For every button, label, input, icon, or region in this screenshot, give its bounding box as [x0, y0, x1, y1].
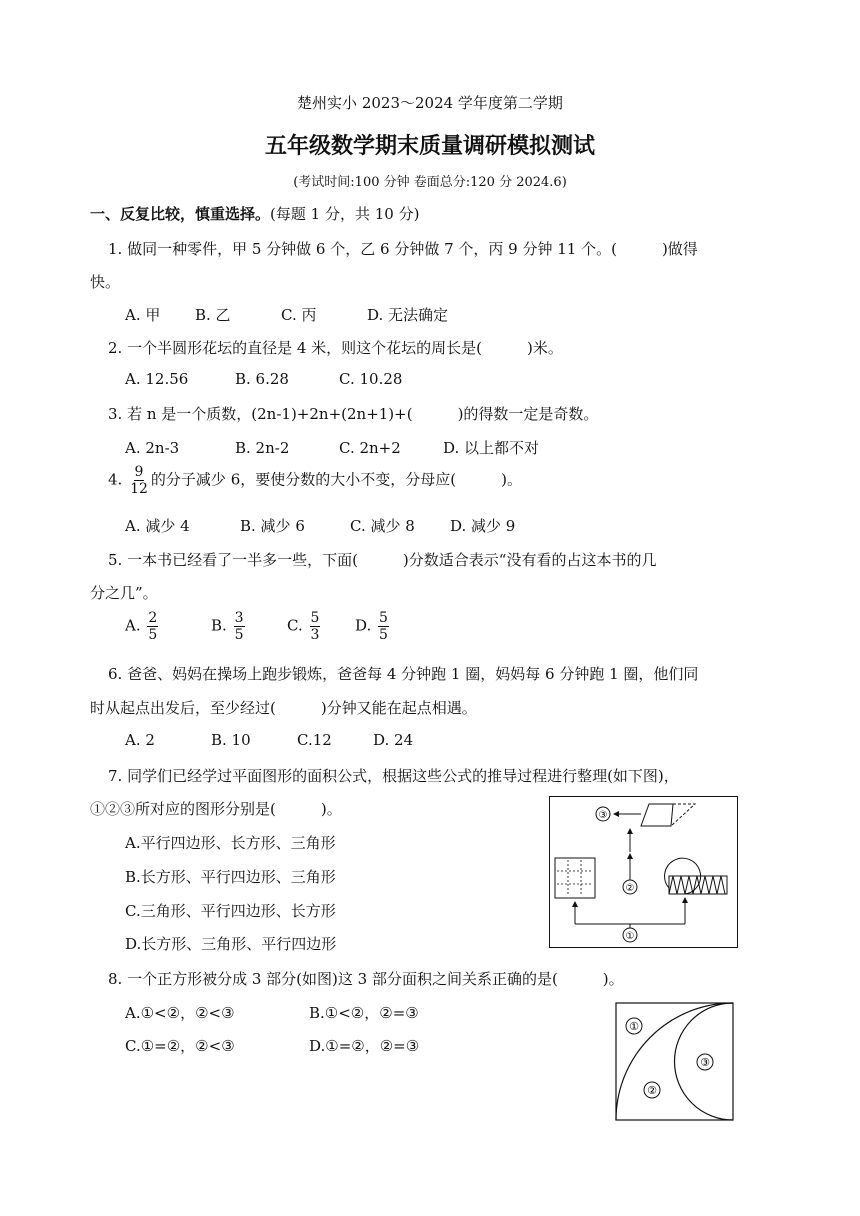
question-1-line-1: 1. 做同一种零件，甲 5 分钟做 6 个，乙 6 分钟做 7 个，丙 9 分钟 11 个。( )做得	[108, 240, 698, 258]
q3-option-d: D. 以上都不对	[443, 439, 540, 457]
q4-option-a: A. 减少 4	[125, 517, 190, 535]
q7-arrowhead-up-2-icon	[627, 853, 633, 859]
question-5-line-2: 分之几”。	[90, 584, 158, 602]
exam-school-term: 楚州实小 2023～2024 学年度第二学期	[297, 94, 563, 112]
question-4-options	[125, 515, 515, 536]
q7-trapezoid	[641, 804, 673, 826]
q5-c-numerator: 5	[310, 610, 320, 626]
q7-option-c: C.三角形、平行四边形、长方形	[125, 902, 336, 920]
q1-option-a: A. 甲	[125, 306, 161, 324]
q5-option-a-fraction	[147, 610, 158, 643]
q6-option-b: B. 10	[211, 731, 251, 749]
question-6-line-1: 6. 爸爸、妈妈在操场上跑步锻炼，爸爸每 4 分钟跑 1 圈，妈妈每 6 分钟跑 1 圈，他们同	[108, 665, 699, 683]
q8-options-row-1	[125, 1002, 419, 1023]
q4-option-c: C. 减少 8	[350, 517, 415, 535]
q3-option-b: B. 2n-2	[235, 439, 290, 457]
q5-option-c-label: C.	[287, 616, 303, 635]
q7-arrowhead-up-icon	[627, 828, 633, 834]
q5-option-b-fraction	[234, 610, 245, 643]
q5-option-c-fraction	[310, 610, 321, 643]
exam-title: 五年级数学期末质量调研模拟测试	[264, 134, 595, 159]
q5-d-numerator: 5	[379, 610, 388, 626]
q8-option-b: B.①<②，②=③	[309, 1004, 419, 1022]
q5-b-numerator: 3	[234, 610, 244, 626]
q3-option-c: C. 2n+2	[339, 439, 401, 457]
q7-label-3: ③	[598, 810, 608, 821]
q5-option-b	[211, 610, 287, 643]
section-1-note: (每题 1 分，共 10 分)	[270, 205, 420, 223]
q6-option-c: C.12	[297, 731, 332, 749]
q5-a-denominator: 5	[148, 627, 158, 643]
question-5-line-1: 5. 一本书已经看了一半多一些，下面( )分数适合表示“没有看的占这本书的几	[108, 551, 657, 569]
q5-b-denominator: 5	[234, 627, 244, 643]
question-6-options	[125, 731, 413, 749]
q1-option-b: B. 乙	[195, 306, 231, 324]
q5-option-a-label: A.	[125, 616, 141, 635]
exam-info: (考试时间:100 分钟 卷面总分:120 分 2024.6)	[293, 175, 567, 190]
q7-trapezoid-dashed-copy	[671, 804, 695, 826]
q1-option-c: C. 丙	[281, 306, 317, 324]
q5-option-b-label: B.	[211, 616, 227, 635]
question-2-line-1: 2. 一个半圆形花坛的直径是 4 米，则这个花坛的周长是( )米。	[108, 339, 563, 357]
q4-text: 的分子减少 6，要使分数的大小不变，分母应( )。	[150, 470, 522, 489]
q4-number: 4.	[108, 470, 123, 489]
q7-square	[555, 858, 595, 898]
q7-label-1: ①	[625, 931, 635, 942]
q5-d-denominator: 5	[379, 627, 388, 643]
question-6-line-2: 时从起点出发后，至少经过( )分钟又能在起点相遇。	[90, 699, 477, 717]
question-8-line-1: 8. 一个正方形被分成 3 部分(如图)这 3 部分面积之间关系正确的是( )。	[108, 970, 624, 988]
q7-option-d: D.长方形、三角形、平行四边形	[125, 935, 337, 953]
q3-option-a: A. 2n-3	[125, 439, 180, 457]
question-5-options	[125, 610, 391, 643]
q5-option-c	[287, 610, 355, 643]
q7-arrowhead-left-up-icon	[572, 901, 578, 907]
question-3-options	[125, 437, 539, 458]
q8-square-figure	[615, 1002, 735, 1122]
q5-c-denominator: 3	[310, 627, 320, 643]
question-4-line-1	[108, 464, 522, 497]
q4-fraction	[129, 464, 149, 497]
q4-option-b: B. 减少 6	[240, 517, 305, 535]
q5-option-a	[125, 610, 211, 643]
q7-option-b: B.长方形、平行四边形、三角形	[125, 868, 336, 886]
q2-option-b: B. 6.28	[235, 370, 289, 388]
q5-option-d-fraction	[378, 610, 389, 643]
q8-option-a: A.①<②，②<③	[125, 1004, 235, 1022]
q4-fraction-denominator: 12	[130, 481, 148, 497]
q4-option-d: D. 减少 9	[450, 517, 516, 535]
question-1-options	[125, 304, 448, 325]
q8-option-d: D.①=②，②=③	[309, 1037, 420, 1055]
q6-option-d: D. 24	[373, 731, 414, 749]
q7-zigzag-sectors	[669, 876, 725, 894]
q8-label-2: ②	[647, 1084, 657, 1097]
q2-option-a: A. 12.56	[125, 370, 189, 388]
question-1-line-2: 快。	[90, 273, 121, 291]
q2-option-c: C. 10.28	[339, 370, 403, 388]
q7-arrowhead-left-icon	[613, 811, 619, 817]
q1-option-d: D. 无法确定	[367, 306, 449, 324]
q8-label-3: ③	[700, 1056, 710, 1069]
q8-label-1: ①	[629, 1020, 639, 1033]
q5-option-d-label: D.	[355, 616, 372, 635]
question-2-options	[125, 370, 402, 388]
question-7-line-1: 7. 同学们已经学过平面图形的面积公式，根据这些公式的推导过程进行整理(如下图)，	[108, 767, 679, 785]
q7-label-2: ②	[625, 883, 635, 894]
section-1-heading	[90, 203, 419, 224]
question-7-line-2: ①②③所对应的图形分别是( )。	[90, 800, 342, 818]
q4-fraction-numerator: 9	[134, 464, 144, 480]
q7-arrowhead-right-up-icon	[682, 897, 688, 903]
q6-option-a: A. 2	[125, 731, 155, 749]
q8-options-row-2	[125, 1035, 419, 1056]
q5-a-numerator: 2	[148, 610, 158, 626]
q5-option-d	[355, 610, 391, 643]
section-1-title: 一、反复比较，慎重选择。	[90, 205, 271, 223]
q7-option-a: A.平行四边形、长方形、三角形	[125, 834, 336, 852]
q8-option-c: C.①=②，②<③	[125, 1037, 235, 1055]
question-3-line-1: 3. 若 n 是一个质数，(2n-1)+2n+(2n+1)+( )的得数一定是奇数。	[108, 405, 599, 423]
q7-area-derivation-figure	[549, 796, 739, 949]
